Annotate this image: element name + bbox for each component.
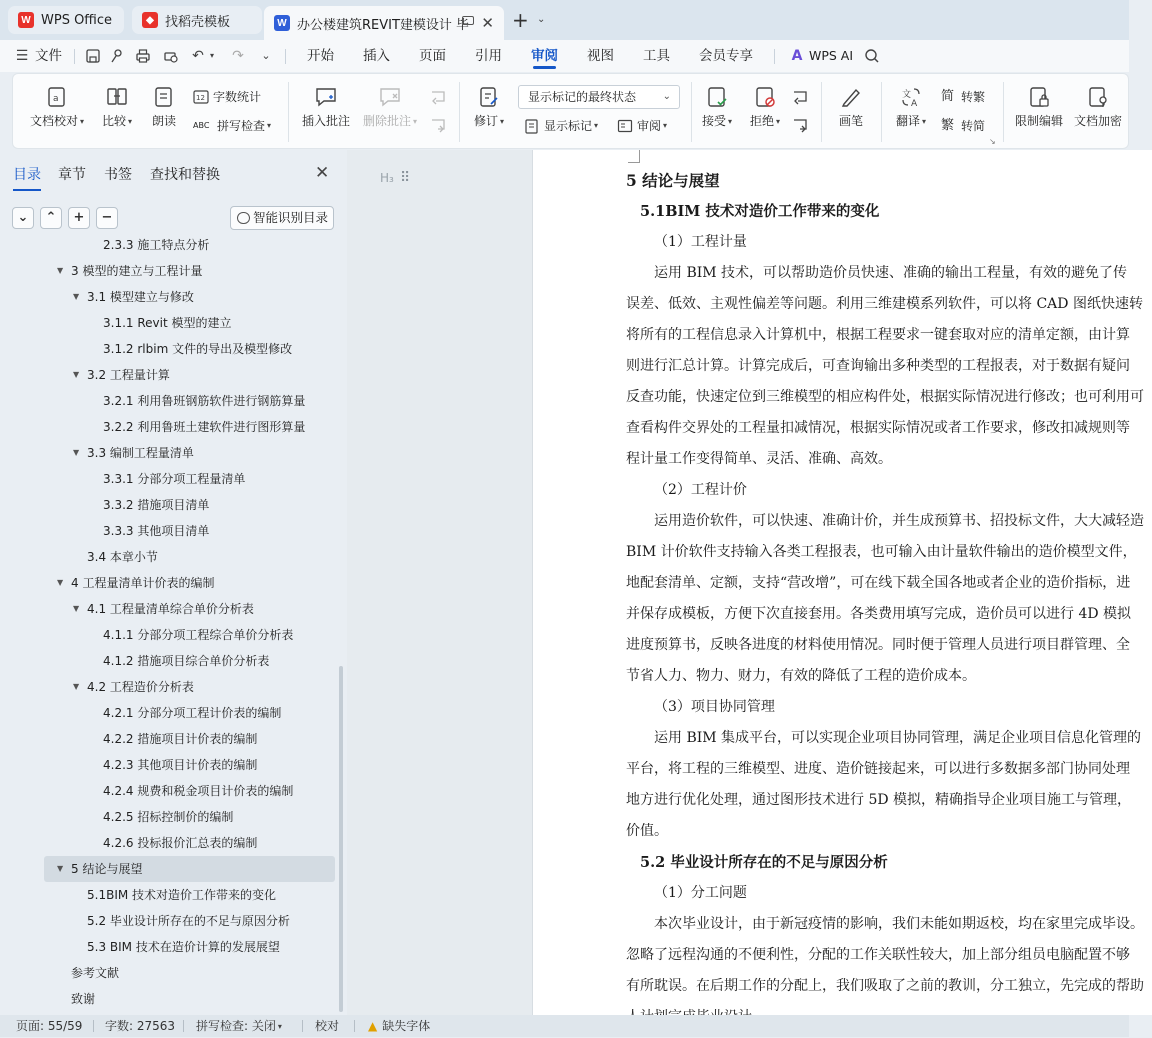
toc-item-label: 5 结论与展望 (71, 862, 143, 876)
compare-button[interactable]: 比较 ▾ (97, 85, 137, 129)
reject-button[interactable]: 拒绝 ▾ (747, 85, 783, 129)
review-pane-icon (617, 118, 633, 134)
toc-item-label: 3.3.3 其他项目清单 (103, 524, 210, 538)
toc-item-label: 3.3 编制工程量清单 (87, 446, 194, 460)
toc-item[interactable] (0, 804, 340, 830)
previous-change-icon[interactable] (791, 89, 809, 107)
expand-arrow-icon[interactable]: ▼ (57, 266, 64, 275)
collapse-down-icon[interactable]: ⌄ (12, 207, 34, 229)
show-markup-button[interactable]: 显示标记 ▾ (524, 117, 598, 134)
warning-icon: ▲ (368, 1019, 378, 1033)
toc-item[interactable] (0, 596, 340, 622)
toc-item[interactable] (0, 466, 340, 492)
accept-label: 接受 (701, 114, 726, 128)
reject-label: 拒绝 (749, 114, 774, 128)
track-changes-label: 修订 (473, 114, 498, 128)
toc-item-label: 参考文献 (71, 966, 120, 980)
close-icon[interactable]: ✕ (481, 14, 494, 32)
close-icon[interactable]: ✕ (315, 163, 330, 183)
paragraph-line: 价值。 (626, 823, 668, 839)
toc-item-label: 3.1.2 rlbim 文件的导出及模型修改 (103, 342, 293, 356)
tab-chapters[interactable]: 章节 (58, 167, 86, 183)
navigation-pane (0, 150, 347, 1015)
toc-item-label: 4.1.1 分部分项工程综合单价分析表 (103, 628, 294, 642)
group-expand-icon[interactable]: ↘ (989, 137, 996, 146)
toc-item[interactable] (0, 960, 340, 986)
to-simplified-button[interactable] (941, 117, 985, 134)
tab-label: 办公楼建筑REVIT建模设计 毕 (297, 17, 470, 33)
paragraph-line: 本次毕业设计，由于新冠疫情的影响，我们未能如期返校，均在家里完成毕设。 (654, 916, 1144, 932)
menu-tools[interactable]: 工具 (643, 48, 670, 64)
translate-button[interactable]: 文 A 翻译 ▾ (891, 85, 931, 129)
word-count-label: 字数统计 (213, 90, 262, 104)
compare-label: 比较 (101, 114, 126, 128)
review-ribbon (12, 73, 1129, 149)
paragraph-line: （3）项目协同管理 (654, 699, 775, 715)
encrypt-document-label: 文档加密 (1073, 114, 1122, 128)
remove-heading-icon[interactable]: − (96, 207, 118, 229)
insert-comment-button[interactable] (300, 85, 352, 129)
reject-icon (753, 85, 777, 109)
divider (459, 82, 460, 142)
tab-find-replace[interactable]: 查找和替换 (150, 167, 220, 183)
restrict-editing-label: 限制编辑 (1014, 114, 1063, 128)
print-preview-icon[interactable] (163, 48, 179, 64)
toc-item[interactable] (0, 232, 340, 258)
toc-item-label: 4.2.1 分部分项工程计价表的编制 (103, 706, 282, 720)
pen-label: 画笔 (838, 114, 863, 128)
tab-bookmarks[interactable]: 书签 (104, 167, 132, 183)
tab-docer-templates[interactable] (132, 6, 262, 34)
to-simplified-label: 转简 (961, 119, 986, 133)
delete-comment-button[interactable]: 删除批注 ▾ (360, 85, 420, 129)
paragraph-line: 误差、低效、主观性偏差等问题。利用三维建模系列软件，可以将 CAD 图纸快速转 (626, 296, 1143, 312)
toc-item[interactable] (0, 622, 340, 648)
redo-icon[interactable]: ↷ (232, 48, 244, 64)
menu-view[interactable]: 视图 (587, 48, 614, 64)
proofread-status[interactable]: 校对 (315, 1019, 340, 1033)
word-doc-icon: W (274, 15, 290, 31)
toc-item[interactable] (0, 440, 340, 466)
read-aloud-icon (152, 85, 176, 109)
paragraph-line: 运用 BIM 技术，可以帮助造价员快速、准确的输出工程量，有效的避免了传 (654, 265, 1128, 281)
paragraph-line: 则进行汇总计算。计算完成后，可查询输出多种类型的工程报表，对于数据有疑问 (626, 358, 1130, 374)
menu-wps-ai[interactable]: WPS AI (809, 48, 854, 63)
next-change-icon[interactable] (791, 117, 809, 135)
paragraph-line: 反查功能，快速定位到三维模型的相应构件处，根据实际情况进行修改；也可利用可 (626, 389, 1144, 405)
paragraph-line: 查看构件交界处的工程量扣减情况，根据实际情况或者工作要求，修改扣减规则等 (626, 420, 1130, 436)
divider (1003, 82, 1004, 142)
spell-check-label: 拼写检查 (217, 119, 266, 133)
toc-item-label: 4.2.4 规费和税金项目计价表的编制 (103, 784, 294, 798)
paragraph-line: 运用 BIM 集成平台，可以实现企业项目协同管理，满足企业项目信息化管理的 (654, 730, 1142, 746)
divider (691, 82, 692, 142)
divider (881, 82, 882, 142)
paragraph-line: 进度预算书，反映各进度的材料使用情况。同时便于管理人员进行项目群管理、全 (626, 637, 1130, 653)
show-markup-icon (524, 118, 540, 134)
doc-check-button[interactable]: a 文档校对 ▾ (27, 85, 87, 129)
spell-check-button[interactable]: ABC 拼写检查 ▾ (193, 119, 272, 133)
divider (74, 49, 75, 64)
toc-item[interactable] (0, 700, 340, 726)
wps-ai-icon[interactable]: A (791, 48, 803, 64)
divider (302, 1020, 303, 1032)
toc-item[interactable] (0, 414, 340, 440)
toc-item-label: 3.1 模型建立与修改 (87, 290, 194, 304)
traditional-icon: 简 (941, 88, 955, 104)
svg-text:A: A (911, 99, 918, 109)
smart-toc-label: 智能识别目录 (253, 210, 329, 225)
divider (288, 82, 289, 142)
review-pane-button[interactable]: 审阅 ▾ (617, 117, 667, 134)
toc-item[interactable] (44, 856, 335, 882)
pen-button[interactable] (835, 85, 867, 129)
word-count-button[interactable] (193, 88, 261, 105)
compare-icon (105, 85, 129, 109)
heading-line: 5 结论与展望 (626, 171, 720, 190)
paragraph-line: （1）工程计量 (654, 234, 747, 250)
menu-member[interactable]: 会员专享 (699, 48, 753, 64)
toc-item-label: 5.2 毕业设计所存在的不足与原因分析 (87, 914, 290, 928)
menu-insert[interactable]: 插入 (363, 48, 390, 64)
toc-item-label: 4.2 工程造价分析表 (87, 680, 194, 694)
margin-corner-mark (628, 150, 640, 163)
doc-check-icon (45, 85, 69, 109)
toc-item[interactable] (0, 908, 340, 934)
expand-arrow-icon[interactable]: ▼ (73, 448, 80, 457)
toc-item[interactable] (0, 934, 340, 960)
toc-item-label: 4.2.3 其他项目计价表的编制 (103, 758, 258, 772)
paragraph-line: （1）分工问题 (654, 885, 747, 901)
save-icon[interactable] (85, 48, 101, 64)
tab-wps-office[interactable] (8, 6, 124, 34)
toc-item[interactable] (0, 284, 340, 310)
add-heading-icon[interactable]: + (68, 207, 90, 229)
toc-item[interactable] (0, 570, 340, 596)
spell-check-status-label: 拼写检查: 关闭 (196, 1019, 276, 1033)
expand-arrow-icon[interactable]: ▼ (73, 604, 80, 613)
track-changes-icon (477, 85, 501, 109)
toc-item[interactable] (0, 674, 340, 700)
missing-font-label: 缺失字体 (382, 1019, 431, 1033)
tab-toc[interactable]: 目录 (13, 164, 41, 184)
status-bar (0, 1015, 1129, 1037)
new-tab-icon[interactable]: + (512, 8, 529, 32)
spell-check-status[interactable]: 拼写检查: 关闭 ▾ (196, 1019, 282, 1033)
toc-item-label: 5.1BIM 技术对造价工作带来的变化 (87, 888, 277, 902)
monitor-icon[interactable] (462, 16, 474, 25)
chevron-down-icon[interactable]: ⌄ (537, 14, 546, 25)
collapse-up-icon[interactable]: ⌃ (40, 207, 62, 229)
toc-item-label: 4.1 工程量清单综合单价分析表 (87, 602, 254, 616)
encrypt-document-icon (1086, 85, 1110, 109)
print-icon[interactable] (135, 48, 151, 64)
tab-label: WPS Office (41, 12, 113, 28)
toc-item-label: 3.3.1 分部分项工程量清单 (103, 472, 246, 486)
restrict-editing-icon (1027, 85, 1051, 109)
tab-label: 找稻壳模板 (165, 14, 231, 30)
menu-home[interactable]: 开始 (307, 48, 334, 64)
toc-list (0, 238, 340, 1015)
smart-toc-icon (237, 212, 250, 224)
spell-check-icon: ABC (193, 120, 210, 130)
document-area (347, 150, 1144, 1015)
pen-icon (839, 85, 863, 109)
toc-item[interactable] (0, 778, 340, 804)
toc-item-label: 4 工程量清单计价表的编制 (71, 576, 215, 590)
toc-item[interactable] (0, 258, 340, 284)
simplified-icon: 繁 (941, 117, 955, 133)
menu-file[interactable]: 文件 (35, 48, 62, 64)
undo-icon[interactable]: ↶ (192, 48, 204, 64)
expand-arrow-icon[interactable]: ▼ (73, 682, 80, 691)
toc-item-label: 4.1.2 措施项目综合单价分析表 (103, 654, 270, 668)
toc-item[interactable] (0, 492, 340, 518)
insert-comment-icon (314, 85, 338, 109)
toc-item[interactable] (0, 388, 340, 414)
title-bar (0, 0, 1129, 40)
drag-handle-icon[interactable]: ⠿ (400, 170, 409, 186)
doc-check-label: 文档校对 (29, 114, 78, 128)
encrypt-document-button[interactable] (1071, 85, 1125, 129)
paragraph-line: 地方进行优化处理，通过图形技术进行 5D 模拟，精确指导企业项目施工与管理， (626, 792, 1132, 808)
toc-item[interactable] (0, 362, 340, 388)
read-aloud-label: 朗读 (151, 114, 176, 128)
paragraph-line: 节省人力、物力、财力，有效的降低了工程的造价成本。 (626, 668, 976, 684)
wps-logo-icon: W (18, 12, 34, 28)
divider (285, 49, 286, 64)
smart-toc-button[interactable] (230, 206, 334, 230)
expand-arrow-icon[interactable]: ▼ (57, 864, 64, 873)
heading-line: 5.2 毕业设计所存在的不足与原因分析 (640, 854, 888, 871)
search-icon[interactable] (864, 48, 880, 64)
paragraph-line: BIM 计价软件支持输入各类工程报表，也可输入由计量软件输出的造价模型文件， (626, 544, 1137, 560)
toc-item[interactable] (0, 882, 340, 908)
share-icon[interactable] (109, 48, 125, 64)
svg-text:12: 12 (196, 93, 205, 102)
toc-item[interactable] (0, 648, 340, 674)
expand-arrow-icon[interactable]: ▼ (73, 292, 80, 301)
markup-state-select[interactable] (518, 85, 680, 109)
toc-item-label: 3.4 本章小节 (87, 550, 158, 564)
heading-line: 5.1BIM 技术对造价工作带来的变化 (640, 203, 880, 220)
heading-level-marker: H₃ (380, 171, 394, 185)
toc-item[interactable] (0, 310, 340, 336)
toc-item-label: 3.2 工程量计算 (87, 368, 170, 382)
toc-item[interactable] (0, 752, 340, 778)
paragraph-line: 忽略了远程沟通的不便利性，分配的工作关联性较大，加上部分组员电脑配置不够 (626, 947, 1130, 963)
toc-item-label: 4.2.6 投标报价汇总表的编制 (103, 836, 258, 850)
markup-state-value: 显示标记的最终状态 (528, 90, 637, 104)
paragraph-line: 将所有的工程信息录入计算机中，根据工程要求一键套取对应的清单定额，由计算 (626, 327, 1130, 343)
toc-item-label: 4.2.2 措施项目计价表的编制 (103, 732, 258, 746)
paragraph-line: （2）工程计价 (654, 482, 747, 498)
paragraph-line: 程计量工作变得简单、灵活、准确、高效。 (626, 451, 892, 467)
menu-page[interactable]: 页面 (419, 48, 446, 64)
word-count-icon (193, 89, 209, 105)
menu-bar (0, 40, 1129, 72)
word-count-status[interactable]: 字数: 27563 (105, 1019, 176, 1033)
svg-text:a: a (53, 94, 59, 104)
toc-item-label: 3.1.1 Revit 模型的建立 (103, 316, 232, 330)
track-changes-button[interactable]: 修订 ▾ (469, 85, 509, 129)
expand-arrow-icon[interactable]: ▼ (73, 370, 80, 379)
to-traditional-button[interactable] (941, 88, 985, 105)
toc-item-label: 4.2.5 招标控制价的编制 (103, 810, 234, 824)
divider (821, 82, 822, 142)
svg-text:文: 文 (902, 90, 912, 100)
previous-comment-icon[interactable] (429, 89, 447, 107)
menu-references[interactable]: 引用 (475, 48, 502, 64)
to-traditional-label: 转繁 (961, 90, 986, 104)
toc-item[interactable] (0, 986, 340, 1012)
translate-icon (899, 85, 923, 109)
toc-item-label: 5.3 BIM 技术在造价计算的发展展望 (87, 940, 280, 954)
menu-review[interactable]: 审阅 (531, 40, 558, 72)
chevron-down-icon[interactable]: ▾ (209, 51, 214, 60)
paragraph-line: 有所耽误。在后期工作的分配上，我们吸取了之前的教训，分工独立，先完成的帮助 (626, 978, 1144, 994)
accept-button[interactable]: 接受 ▾ (699, 85, 735, 129)
toc-item[interactable] (0, 518, 340, 544)
delete-comment-label: 删除批注 (362, 114, 411, 128)
paragraph-line: 平台，将工程的三维模型、进度、造价链接起来，可以进行多数据多部门协同处理 (626, 761, 1130, 777)
toc-item[interactable] (0, 726, 340, 752)
translate-label: 翻译 (895, 114, 920, 128)
delete-comment-icon (378, 85, 402, 109)
divider (183, 1020, 184, 1032)
read-aloud-button[interactable] (147, 85, 181, 129)
paragraph-line: 运用造价软件，可以快速、准确计价，并生成预算书、招投标文件，大大减轻造 (654, 513, 1144, 529)
toc-item-label: 致谢 (71, 992, 96, 1006)
restrict-editing-button[interactable] (1013, 85, 1065, 129)
show-markup-label: 显示标记 (544, 119, 593, 133)
toc-item-label: 2.3.3 施工特点分析 (103, 238, 210, 252)
toc-item[interactable] (0, 336, 340, 362)
toc-item-label: 3.2.2 利用鲁班土建软件进行图形算量 (103, 420, 306, 434)
next-comment-icon[interactable] (429, 117, 447, 135)
toc-item-label: 3.2.1 利用鲁班钢筋软件进行钢筋算量 (103, 394, 306, 408)
divider (354, 1020, 355, 1032)
tab-current-document[interactable] (264, 6, 504, 40)
divider (774, 49, 775, 64)
scrollbar[interactable] (339, 666, 343, 1012)
expand-arrow-icon[interactable]: ▼ (57, 578, 64, 587)
chevron-down-icon[interactable]: ⌄ (261, 49, 271, 62)
document-page[interactable] (532, 150, 1152, 1015)
chevron-down-icon: ⌄ (662, 91, 671, 102)
toc-item-label: 3.3.2 措施项目清单 (103, 498, 210, 512)
toc-item[interactable] (0, 544, 340, 570)
accept-icon (705, 85, 729, 109)
hamburger-icon[interactable]: ☰ (15, 48, 29, 64)
toc-item-label: 3 模型的建立与工程计量 (71, 264, 203, 278)
paragraph-line: 并保存成模板，方便下次直接套用。各类费用填写完成，造价员可以进行 4D 模拟 (626, 606, 1132, 622)
paragraph-line: 地配套清单、定额，支持“营改增”，可在线下载全国各地或者企业的造价指标，进 (626, 575, 1131, 591)
divider (93, 1020, 94, 1032)
review-pane-label: 审阅 (637, 119, 662, 133)
insert-comment-label: 插入批注 (301, 114, 350, 128)
toc-item[interactable] (0, 830, 340, 856)
missing-font-status[interactable] (368, 1015, 430, 1037)
page-indicator[interactable]: 页面: 55/59 (16, 1019, 83, 1033)
docer-logo-icon: ◆ (142, 12, 158, 28)
